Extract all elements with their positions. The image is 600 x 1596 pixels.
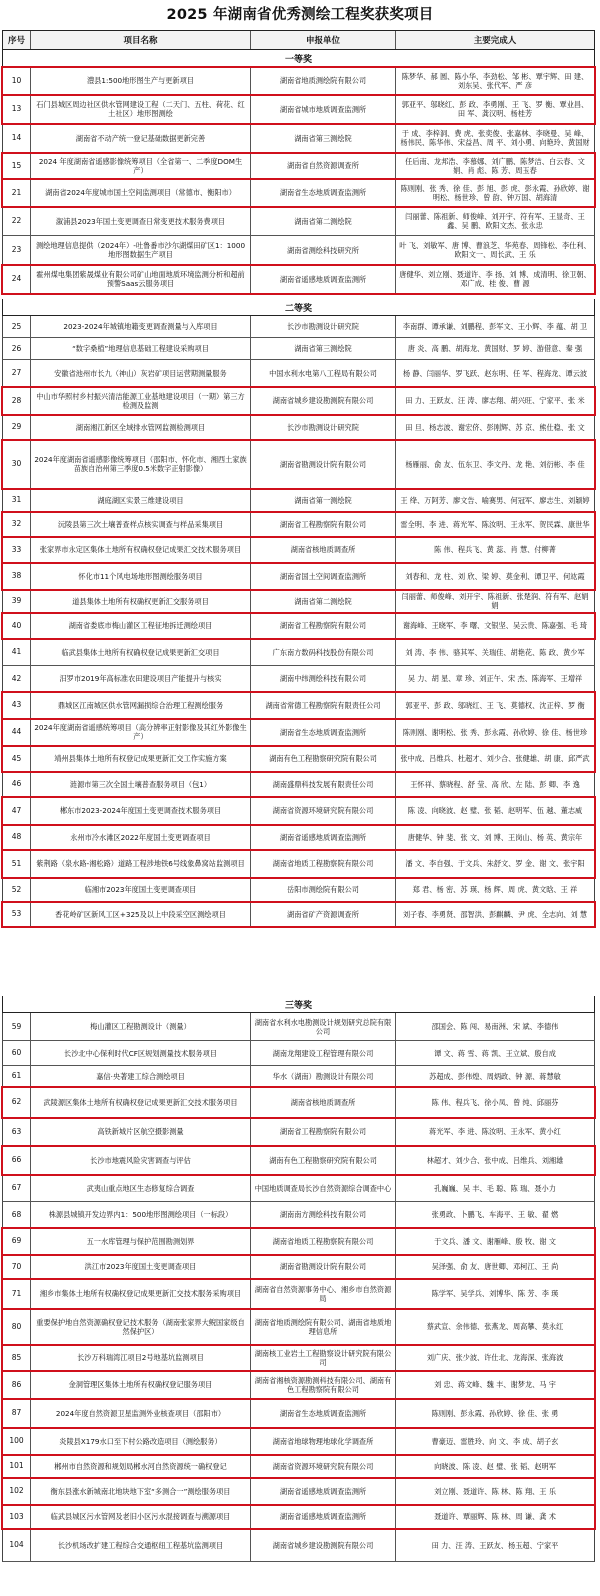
applicant-unit: 长沙市勘测设计研究院 (251, 316, 396, 337)
row-number: 63 (3, 1118, 31, 1145)
project-name: 梅山灌区工程勘测设计（测量） (31, 1013, 251, 1040)
applicant-unit: 湖南省遥感地质调查监测所 (251, 825, 396, 849)
table-row (2, 1066, 595, 1087)
row-number: 100 (3, 1428, 31, 1454)
table-row (2, 639, 595, 666)
table-row (2, 360, 595, 387)
table-row (2, 719, 595, 746)
main-contributors: 李南群、谭承谦、刘鹏程、彭军文、王小辉、李 蕴、胡 卫 (402, 322, 588, 331)
applicant-unit: 湖南省地质测绘院有限公司 (251, 67, 396, 94)
table-row (2, 902, 595, 927)
header-no: 序号 (3, 31, 31, 49)
applicant-unit: 湖南省核地质调查所 (251, 1087, 396, 1117)
row-number: 42 (3, 666, 31, 691)
row-number: 61 (3, 1066, 31, 1086)
applicant-unit: 湖南省测绘科技研究所 (251, 236, 396, 264)
row-number: 67 (3, 1175, 31, 1201)
applicant-unit: 长沙市勘测设计研究院 (251, 415, 396, 439)
project-name: 湖南湘江新区全域排水管网监测检测项目 (31, 415, 251, 439)
applicant-unit: 湖南南方测绘科技有限公司 (251, 1202, 396, 1227)
table-row (2, 1013, 595, 1041)
table-row (2, 746, 595, 772)
table-row (2, 1371, 595, 1399)
table-row (2, 1202, 595, 1228)
row-number: 22 (3, 207, 31, 235)
table-header (2, 30, 595, 50)
table-row (2, 850, 595, 878)
project-name: 鼎城区江南城区供水管网漏损综合治理工程测绘服务 (31, 692, 251, 718)
main-contributors: 潘 文、李自强、于文兵、朱舒文、罗 金、谢 文、张宇阳 (405, 859, 585, 868)
table-row (2, 153, 595, 179)
main-contributors: 叶 飞、刘敏军、唐 博、曹浪芝、华苑春、周锋松、李仕利、欧阳文一、周长武、王 乐 (399, 241, 591, 259)
main-contributors: 陈 伟、程兵飞、黄 蕊、肖 慧、付柳菁 (434, 545, 556, 554)
row-number: 60 (3, 1041, 31, 1065)
table-row (2, 489, 595, 512)
main-contributors: 郑 君、杨 密、苏 瑛、杨 辉、周 虎、黄文晗、王 祥 (412, 885, 578, 894)
applicant-unit: 湖南省地质工程勘察院有限公司 (251, 1228, 396, 1254)
row-number: 25 (3, 316, 31, 337)
row-number: 85 (3, 1345, 31, 1370)
applicant-unit: 湖南省水利水电勘测设计规划研究总院有限公司 (251, 1013, 396, 1040)
row-number: 52 (3, 878, 31, 901)
row-number: 45 (3, 746, 31, 771)
table-row (2, 95, 595, 124)
main-contributors: 王 绛、万阿芳、廖文告、喻赛男、何冠军、廖志生、刘颖婷 (400, 495, 590, 505)
row-number: 31 (3, 489, 31, 511)
table-row (2, 440, 595, 489)
section-heading: 三等奖 (2, 996, 595, 1013)
applicant-unit: 广东南方数码科技股份有限公司 (251, 639, 396, 665)
main-contributors: 陈 凌、向晓波、赵 璧、张 韬、赵明军、伍 越、董志威 (407, 806, 583, 815)
row-number: 59 (3, 1013, 31, 1040)
header-project: 项目名称 (31, 31, 251, 49)
table-row (2, 666, 595, 692)
row-number: 66 (3, 1146, 31, 1174)
table-row (2, 1478, 595, 1505)
applicant-unit: 湖南省地球物理地球化学调查所 (251, 1428, 396, 1454)
main-contributors: 林超才、刘少合、张中成、吕维兵、刘湘雄 (426, 1155, 564, 1165)
row-number: 62 (3, 1087, 31, 1117)
row-number: 80 (3, 1309, 31, 1344)
applicant-unit: 湖南省第三测绘院 (251, 124, 396, 152)
table-row (2, 236, 595, 265)
table-row (2, 537, 595, 563)
row-number: 104 (3, 1529, 31, 1561)
row-number: 86 (3, 1371, 31, 1398)
project-name: 长沙市地震风险灾害调查与评估 (31, 1146, 251, 1174)
applicant-unit: 湖南龙翔建设工程管理有限公司 (251, 1041, 396, 1065)
table-row (2, 692, 595, 719)
applicant-unit: 湖南省矿产资源调查所 (251, 902, 396, 926)
main-contributors: 蔡武宣、余伟德、张燕龙、周高攀、莫永红 (426, 1322, 564, 1331)
table-row (2, 1041, 595, 1066)
table-row (2, 1455, 595, 1478)
project-name: 汨罗市2019年高标准农田建设项目产能提升与核实 (31, 666, 251, 691)
table-row (2, 563, 595, 590)
row-number: 53 (3, 902, 31, 926)
main-contributors: 田 力、王跃友、汪 涛、廖志翔、胡兴旺、宁家平、张 米 (405, 396, 585, 405)
header-unit: 申报单位 (251, 31, 396, 49)
header-people: 主要完成人 (473, 36, 517, 46)
table-row (2, 512, 595, 537)
applicant-unit: 湖南核工业岩土工程勘察设计研究院有限公司 (251, 1345, 396, 1370)
row-number: 21 (3, 179, 31, 206)
project-name: 湖庭湖区实景三维建设项目 (31, 489, 251, 511)
applicant-unit: 中国水利水电第八工程局有限公司 (251, 360, 396, 386)
main-contributors: 蒋光军、李 进、陈汝明、王永军、黄小红 (429, 1127, 561, 1136)
applicant-unit: 华水（湖南）勘测设计有限公司 (251, 1066, 396, 1086)
project-name: 道县集体土地所有权确权更新汇交服务项目 (31, 590, 251, 612)
project-name: 炎陵县X179水口至下村公路改造项目（测绘服务） (31, 1428, 251, 1454)
project-name: 五一水库管理与保护范围勘测划界 (31, 1228, 251, 1254)
main-contributors: 陈则刚、张 秀、徐 佳、彭 旭、彭 虎、彭永霞、孙欣婷、谢明松、杨世珍、曾 韵、钟万国、胡海清 (400, 183, 590, 202)
project-name: 武夷山重点地区生态修复综合调查 (31, 1175, 251, 1201)
row-number: 48 (3, 825, 31, 849)
main-contributors: 陈梦华、郝 圆、陈小华、李劲松、邹 彬、覃宇辉、田 建、刘东吴、张代军、严 彦 (401, 71, 589, 90)
main-contributors: 刘 忠、蒋文峰、魏 丰、谢梦龙、马 宇 (434, 1380, 556, 1389)
applicant-unit: 岳阳市测绘院有限公司 (251, 878, 396, 901)
project-name: 郴州市自然资源和规划局郴水河自然资源统一确权登记 (31, 1455, 251, 1477)
row-number: 101 (3, 1455, 31, 1477)
table-row (2, 207, 595, 236)
applicant-unit: 湖南省地质测绘院有限公司、湖南省地质地理信息所 (251, 1309, 396, 1344)
table-row (2, 590, 595, 613)
project-name: 霍州煤电集团紫晟煤业有限公司矿山地面地质环境监测分析和超前预警Saas云服务项目 (31, 265, 251, 293)
row-number: 44 (3, 719, 31, 745)
row-number: 69 (3, 1228, 31, 1254)
table-row (2, 338, 595, 360)
row-number: 15 (3, 153, 31, 178)
row-number: 41 (3, 639, 31, 665)
row-number: 10 (3, 67, 31, 94)
table-row (2, 772, 595, 797)
applicant-unit: 湖南省第三测绘院 (251, 338, 396, 359)
project-name: 重要保护地自然资源确权登记技术服务（湖南张家界大鲵国家级自然保护区） (31, 1309, 251, 1344)
row-number: 102 (3, 1478, 31, 1504)
project-name: 湖南省不动产统一登记基础数据更新完善 (31, 124, 251, 152)
main-contributors: 唐健华、钟 斐、张 文、刘 博、王岗山、杨 英、黄宗年 (407, 832, 583, 842)
applicant-unit: 湖南省工程勘察院有限公司 (251, 1118, 396, 1145)
row-number: 43 (3, 692, 31, 718)
project-name: 石门县城区周边社区供水管网建设工程（二天门、五柱、荷花、红土社区）地形图测绘 (31, 95, 251, 123)
applicant-unit: 湖南省湘核资源勘测科技有限公司、湖南有色工程勘察院有限公司 (251, 1371, 396, 1398)
main-contributors: 邵国会、陈 闯、易南洲、宋 斌、李德伟 (431, 1022, 559, 1031)
table-row (2, 124, 595, 153)
main-contributors: 陈则刚、彭永霞、孙欣婷、徐 佳、张 勇 (431, 1408, 559, 1418)
applicant-unit: 湖南省国土空间调查监测所 (251, 563, 396, 589)
project-name: 嘉信·央著建工综合测绘项目 (31, 1066, 251, 1086)
table-row (2, 179, 595, 207)
table-row (2, 1118, 595, 1146)
project-name: 金洞管理区集体土地所有权确权登记服务项目 (31, 1371, 251, 1398)
applicant-unit: 湖南盛鼎科技发展有限责任公司 (251, 772, 396, 796)
applicant-unit: 湖南省地质工程勘察院有限公司 (251, 850, 396, 877)
main-contributors: 郭亚平、彭 政、邬晓红、王 飞、莫德权、沈正梓、罗 衡 (405, 700, 585, 710)
project-name: 靖州县集体土地所有权登记成果更新汇交工作实施方案 (31, 746, 251, 771)
row-number: 51 (3, 850, 31, 877)
applicant-unit: 湖南省生态地质调查监测所 (251, 719, 396, 745)
row-number: 27 (3, 360, 31, 386)
main-contributors: 田 力、汪 涛、王跃友、杨玉超、宁家平 (431, 1540, 559, 1550)
main-contributors: 于 成、李梓洞、费 虎、张奕俊、张嘉林、李晓曼、吴 峰、杨伟民、陈华伟、宋益昌、周 平、刘小勇、向艳玲、黄国财 (400, 129, 590, 147)
row-number: 33 (3, 537, 31, 562)
main-contributors: 任后南、龙邦浩、李慕娜、刘广鹏、陈梦洁、白云春、文 娟、肖 彪、陈 芳、周玉春 (405, 156, 585, 175)
project-name: 长沙机场改扩建工程综合交通枢纽工程基坑监测项目 (31, 1529, 251, 1561)
project-name: “数字桑植”地理信息基础工程建设采购项目 (31, 338, 251, 359)
applicant-unit: 湖南省自然资源调查所 (251, 153, 396, 178)
project-name: 中山市华照村乡村振兴清洁能源工业基地建设项目（一期）第三方检测及监测 (31, 387, 251, 414)
project-name: 郴东市2023-2024年度国土变更调查技术服务项目 (31, 797, 251, 824)
main-contributors: 杨 静、闫丽华、罗飞跃、赵东明、任 军、程海龙、谭云波 (402, 368, 588, 378)
project-name: 长沙北中心保利时代CF区规划测量技术服务项目 (31, 1041, 251, 1065)
main-contributors: 刘 涛、李 伟、骆其军、关瑞佳、胡艳花、陈 政、黄少军 (405, 647, 585, 657)
main-contributors: 陈学军、吴学兵、刘博华、陈 芳、李 瑛 (431, 1289, 559, 1298)
project-name: 溆浦县2023年国土变更调查日常变更技术服务费项目 (31, 207, 251, 235)
row-number: 70 (3, 1255, 31, 1278)
project-name: 2024年度自然资源卫星监测外业核查项目（邵阳市） (31, 1399, 251, 1427)
project-name: 香花岭矿区新风工区+325及以上中段采空区测绘项目 (31, 902, 251, 926)
table-row (2, 825, 595, 850)
row-number: 46 (3, 772, 31, 796)
main-contributors: 陈则刚、谢明松、张 秀、彭永霞、孙欣婷、徐 佳、杨世珍 (402, 727, 588, 737)
project-name: 测绘地理信息提供（2024年）-吐鲁番市沙尔湖煤田矿区1：1000地形图数据生产项目 (31, 236, 251, 264)
applicant-unit: 湖南有色工程勘察研究院有限公司 (251, 746, 396, 771)
section-heading: 二等奖 (2, 299, 595, 316)
project-name: 涟源市第三次全国土壤普查服务项目（包1） (31, 772, 251, 796)
project-name: 安徽省池州市长九（神山）灰岩矿项目运营期测量服务 (31, 360, 251, 386)
applicant-unit: 湖南省第一测绘院 (251, 489, 396, 511)
row-number: 26 (3, 338, 31, 359)
applicant-unit: 中国地质调查局长沙自然资源综合调查中心 (251, 1175, 396, 1201)
row-number: 29 (3, 415, 31, 439)
applicant-unit: 湖南省勘测设计院有限公司 (251, 440, 396, 488)
project-name: 临武县城区污水管网及老旧小区污水混接调查与溯源项目 (31, 1505, 251, 1528)
project-name: 湖南省娄底市梅山灌区工程征地拆迁测绘项目 (31, 613, 251, 638)
table-row (2, 1345, 595, 1371)
main-contributors: 于文兵、潘 文、谢雁峰、殷 牧、谢 文 (434, 1236, 556, 1246)
row-number: 39 (3, 590, 31, 612)
table-row (2, 1087, 595, 1118)
row-number: 47 (3, 797, 31, 824)
applicant-unit: 湖南省工程勘察院有限公司 (251, 512, 396, 536)
main-contributors: 刘春和、龙 柱、刘 欣、梁 婷、莫金利、谭卫平、何竑霞 (405, 571, 585, 581)
table-row (2, 387, 595, 415)
project-name: 澧县1:500地形图生产与更新项目 (31, 67, 251, 94)
row-number: 14 (3, 124, 31, 152)
project-name: 湖南省2024年度城市国土空间监测项目（常德市、衡阳市） (31, 179, 251, 206)
main-contributors: 吴泽强、俞 友、唐世卿、邓柯江、王 尚 (431, 1262, 559, 1271)
main-contributors: 刘广庆、张少波、许仕北、龙海深、张海波 (426, 1353, 564, 1362)
applicant-unit: 湖南省资源环境研究院有限公司 (251, 797, 396, 824)
row-number: 28 (3, 387, 31, 414)
project-name: 沅陵县第三次土壤普查样点核实调查与样品采集项目 (31, 512, 251, 536)
project-name: 张家界市永定区集体土地所有权确权登记成果汇交技术服务项目 (31, 537, 251, 562)
main-contributors: 唐健华、刘立刚、聂道许、李 扬、刘 博、成清明、徐卫朝、邓广成、桂 俊、曹 源 (399, 270, 591, 288)
table-row (2, 1146, 595, 1175)
row-number: 87 (3, 1399, 31, 1427)
applicant-unit: 湖南省勘测设计院有限公司 (251, 1255, 396, 1278)
table-row (2, 1175, 595, 1202)
row-number: 30 (3, 440, 31, 488)
main-contributors: 向晓波、陈 凌、赵 璧、张 韬、赵明军 (434, 1461, 556, 1471)
project-name: 永州市冷水滩区2022年度国土变更调查项目 (31, 825, 251, 849)
row-number: 38 (3, 563, 31, 589)
main-contributors: 谭 文、蒋 雪、蒋 凯、王立斌、殷自成 (434, 1048, 556, 1058)
table-row (2, 1428, 595, 1455)
applicant-unit: 湖南省自然资源事务中心、湘乡市自然资源局 (251, 1279, 396, 1308)
applicant-unit: 湖南省城市地质调查监测所 (251, 95, 396, 123)
applicant-unit: 湖南省城乡建设勘测院有限公司 (251, 387, 396, 414)
row-number: 68 (3, 1202, 31, 1227)
applicant-unit: 湖南省资源环境研究院有限公司 (251, 1455, 396, 1477)
project-name: 衡东县涨水新城南北地块地下室“多测合一”测绘服务项目 (31, 1478, 251, 1504)
main-contributors: 谢海峰、王晓军、李 曙、文银坚、吴云贵、陈嘉强、毛 琦 (402, 621, 588, 630)
table-row (2, 265, 595, 294)
main-contributors: 苏超成、彭伟煌、周炳政、钟 源、蒋慧敏 (429, 1071, 561, 1081)
main-contributors: 田 旦、杨志波、谢宏侪、彭刚辉、苏 京、熊仕稳、张 文 (405, 422, 585, 432)
main-contributors: 刘子春、李勇贤、邵智洪、彭麒麟、尹 虎、全志向、刘 慧 (402, 909, 588, 919)
row-number: 23 (3, 236, 31, 264)
project-name: 2023-2024年城镇地籍变更调查测量与入库项目 (31, 316, 251, 337)
row-number: 71 (3, 1279, 31, 1308)
table-row (2, 316, 595, 338)
project-name: 2024年度湖南省遥感统筹项目（高分辨率正射影像及其红外影像生产） (31, 719, 251, 745)
applicant-unit: 湖南省工程勘察院有限公司 (251, 613, 396, 638)
project-name: 2024 年度湖南省遥感影像统筹项目（全省第一、二季度DOM生产） (31, 153, 251, 178)
main-contributors: 聂道许、覃丽辉、陈 林、周 谦、龚 术 (434, 1512, 556, 1521)
applicant-unit: 湖南省遥感地质调查监测所 (251, 1478, 396, 1504)
table-row (2, 1228, 595, 1255)
main-contributors: 吴 力、胡 星、章 珍、刘正午、宋 杰、陈海军、王增祥 (407, 674, 583, 683)
table-row (2, 1309, 595, 1345)
table-row (2, 1255, 595, 1279)
row-number: 24 (3, 265, 31, 293)
applicant-unit: 湖南省第二测绘院 (251, 207, 396, 235)
main-contributors: 王怀祥、蔡晓程、舒 莹、高 欣、左 陆、彭 卿、李 逸 (410, 779, 580, 789)
main-contributors: 孔巍巍、吴 丰、毛 聪、陈 瑞、聂小力 (434, 1183, 556, 1193)
main-contributors: 张中成、吕维兵、杜超才、刘少合、张健雄、胡 康、邱严武 (400, 754, 590, 763)
project-name: 株源县城镇开发边界内1：500地形图测绘项目（一标段） (31, 1202, 251, 1227)
applicant-unit: 湖南中纬测绘科技有限公司 (251, 666, 396, 691)
main-contributors: 雷全明、李 进、蒋光军、陈汝明、王永军、贺民霖、康世华 (400, 519, 590, 529)
main-contributors: 杨雁丽、俞 友、伍东卫、李文丹、龙 艳、刘衍彬、李 佳 (405, 459, 585, 469)
applicant-unit: 湖南省第二测绘院 (251, 590, 396, 612)
main-contributors: 张勇政、卜鹏飞、车海平、王 敏、翟 燃 (431, 1210, 559, 1219)
applicant-unit: 湖南省遥感地质调查监测所 (251, 1505, 396, 1528)
project-name: 怀化市11个风电场地形图测绘服务项目 (31, 563, 251, 589)
table-row (2, 1505, 595, 1529)
main-contributors: 陈 伟、程兵飞、徐小凤、曾 纯、邱丽芬 (431, 1097, 559, 1107)
row-number: 13 (3, 95, 31, 123)
table-row (2, 1279, 595, 1309)
applicant-unit: 湖南有色工程勘察研究院有限公司 (251, 1146, 396, 1174)
main-contributors: 闫丽蕾、陈祖新、师俊峰、刘开宇、符有军、王显奇、王 鑫、吴 鹏、欧阳文杰、张永忠 (405, 212, 585, 230)
project-name: 2024年度湖南省遥感影像统筹项目（邵阳市、怀化市、湘西土家族苗族自治州第三季度0.5米数字正射影像） (31, 440, 251, 488)
project-name: 武陵源区集体土地所有权确权登记成果更新汇交技术服务项目 (31, 1087, 251, 1117)
project-name: 长沙万科瑞湾江项目2号地基坑监测项目 (31, 1345, 251, 1370)
project-name: 湘乡市集体土地所有权确权登记成果更新汇交技术服务采购项目 (31, 1279, 251, 1308)
applicant-unit: 湖南省核地质调查所 (251, 537, 396, 562)
main-contributors: 刘立刚、聂道许、陈 林、陈 翔、王 乐 (434, 1486, 556, 1496)
table-row (2, 797, 595, 825)
row-number: 40 (3, 613, 31, 638)
row-number: 32 (3, 512, 31, 536)
section-heading: 一等奖 (2, 50, 595, 67)
page-title: 2025 年湖南省优秀测绘工程奖获奖项目 (166, 7, 434, 23)
applicant-unit: 湖南省生态地质调查监测所 (251, 179, 396, 206)
main-contributors: 郭亚平、邬晓红、彭 政、李勇刚、王 飞、罗 衡、覃业昌、田 军、龚汉明、杨桂芳 (401, 100, 589, 118)
table-row (2, 67, 595, 95)
table-row (2, 613, 595, 639)
table-row (2, 415, 595, 440)
project-name: 临武县集体土地所有权确权登记成果更新汇交项目 (31, 639, 251, 665)
table-row (2, 1529, 595, 1562)
main-contributors: 闫丽蕾、师俊峰、刘开宇、陈祖新、张楚润、符有军、赵娟娟 (401, 592, 589, 610)
applicant-unit: 湖南省城乡建设勘测院有限公司 (251, 1529, 396, 1561)
table-row (2, 1399, 595, 1428)
main-contributors: 曹豪迈、雷胜玲、向 文、李 成、胡子玄 (431, 1436, 559, 1446)
project-name: 高铁新城片区航空摄影测量 (31, 1118, 251, 1145)
project-name: 紫荆路（泉水路-湘松路）道路工程涉地铁6号线象鼻窝站监测项目 (31, 850, 251, 877)
project-name: 临湘市2023年度国土变更调查项目 (31, 878, 251, 901)
applicant-unit: 湖南省遥感地质调查监测所 (251, 265, 396, 293)
applicant-unit: 湖南省常德工程勘察院有限责任公司 (251, 692, 396, 718)
row-number: 103 (3, 1505, 31, 1528)
project-name: 洪江市2023年度国土变更调查项目 (31, 1255, 251, 1278)
table-row (2, 878, 595, 902)
main-contributors: 唐 炎、高 鹏、胡海龙、黄国财、罗 婷、游借意、秦 强 (407, 344, 583, 353)
applicant-unit: 湖南省生态地质调查监测所 (251, 1399, 396, 1427)
